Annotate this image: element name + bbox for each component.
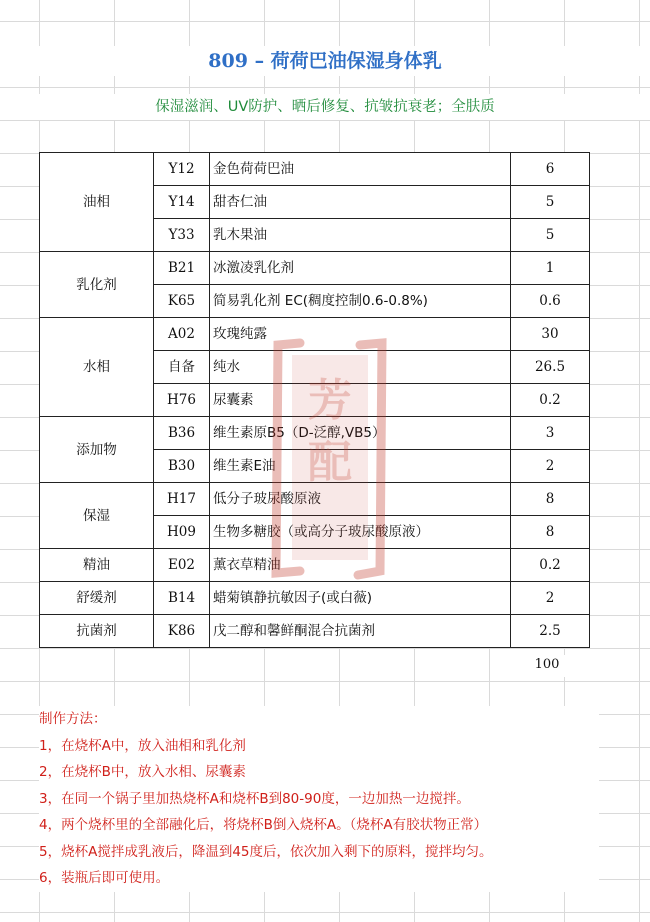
ingredient-name-cell: 甜杏仁油 (210, 186, 511, 219)
category-cell: 抗菌剂 (40, 615, 154, 648)
ingredient-name-cell: 简易乳化剂 EC(稠度控制0.6-0.8%) (210, 285, 511, 318)
ingredient-name-cell: 纯水 (210, 351, 511, 384)
quantity-cell: 26.5 (511, 351, 590, 384)
method-step: 4，两个烧杯里的全部融化后，将烧杯B倒入烧杯A。（烧杯A有胶状物正常） (39, 817, 488, 833)
method-step: 1，在烧杯A中，放入油相和乳化剂 (39, 737, 246, 754)
quantity-cell: 8 (511, 483, 590, 516)
code-cell: B36 (154, 417, 210, 450)
ingredient-name-cell: 戊二醇和馨鲜酮混合抗菌剂 (210, 615, 511, 648)
code-cell: 自备 (154, 351, 210, 384)
quantity-cell: 5 (511, 186, 590, 219)
ingredient-name-cell: 尿囊素 (210, 384, 511, 417)
category-cell: 精油 (40, 549, 154, 582)
ingredient-row (40, 549, 590, 582)
ingredient-name-cell: 生物多糖胶（或高分子玻尿酸原液） (210, 516, 511, 549)
total-quantity: 100 (512, 655, 582, 677)
category-cell: 油相 (40, 153, 154, 252)
code-cell: E02 (154, 549, 210, 582)
code-cell: Y12 (154, 153, 210, 186)
method-heading: 制作方法： (39, 711, 107, 727)
code-cell: H76 (154, 384, 210, 417)
quantity-cell: 2.5 (511, 615, 590, 648)
quantity-cell: 2 (511, 450, 590, 483)
code-cell: H09 (154, 516, 210, 549)
code-cell: B14 (154, 582, 210, 615)
ingredient-row (40, 318, 590, 351)
quantity-cell: 5 (511, 219, 590, 252)
ingredient-name-cell: 金色荷荷巴油 (210, 153, 511, 186)
ingredient-name-cell: 玫瑰纯露 (210, 318, 511, 351)
ingredient-name-cell: 维生素E油 (210, 450, 511, 483)
method-section (39, 706, 599, 892)
quantity-cell: 0.6 (511, 285, 590, 318)
ingredient-name-cell: 乳木果油 (210, 219, 511, 252)
ingredient-row (40, 417, 590, 450)
category-cell: 添加物 (40, 417, 154, 483)
code-cell: A02 (154, 318, 210, 351)
method-step: 5，烧杯A搅拌成乳液后，降温到45度后，依次加入剩下的原料，搅拌均匀。 (39, 843, 493, 860)
category-cell: 乳化剂 (40, 252, 154, 318)
recipe-subtitle: 保湿滋润、UV防护、晒后修复、抗皱抗衰老；全肤质 (0, 94, 650, 120)
method-step: 3，在同一个锅子里加热烧杯A和烧杯B到80-90度，一边加热一边搅拌。 (39, 790, 470, 807)
code-cell: B30 (154, 450, 210, 483)
ingredient-name-cell: 薰衣草精油 (210, 549, 511, 582)
code-cell: B21 (154, 252, 210, 285)
quantity-cell: 30 (511, 318, 590, 351)
code-cell: H17 (154, 483, 210, 516)
code-cell: Y14 (154, 186, 210, 219)
method-step: 6，装瓶后即可使用。 (39, 870, 170, 886)
category-cell: 保湿 (40, 483, 154, 549)
quantity-cell: 6 (511, 153, 590, 186)
ingredient-row (40, 582, 590, 615)
code-cell: Y33 (154, 219, 210, 252)
ingredient-name-cell: 冰激凌乳化剂 (210, 252, 511, 285)
quantity-cell: 8 (511, 516, 590, 549)
code-cell: K86 (154, 615, 210, 648)
code-cell: K65 (154, 285, 210, 318)
ingredient-row (40, 615, 590, 648)
watermark-text: 芳配 (308, 375, 352, 488)
category-cell: 舒缓剂 (40, 582, 154, 615)
ingredients-table (39, 152, 590, 648)
quantity-cell: 0.2 (511, 549, 590, 582)
ingredient-name-cell: 低分子玻尿酸原液 (210, 483, 511, 516)
quantity-cell: 3 (511, 417, 590, 450)
ingredient-row (40, 483, 590, 516)
ingredient-name-cell: 蜡菊镇静抗敏因子(或白薇) (210, 582, 511, 615)
method-step: 2，在烧杯B中，放入水相、尿囊素 (39, 764, 246, 780)
recipe-title: 809 – 荷荷巴油保湿身体乳 (0, 46, 650, 76)
category-cell: 水相 (40, 318, 154, 417)
ingredient-row (40, 153, 590, 186)
quantity-cell: 2 (511, 582, 590, 615)
ingredient-name-cell: 维生素原B5（D-泛醇,VB5） (210, 417, 511, 450)
quantity-cell: 0.2 (511, 384, 590, 417)
quantity-cell: 1 (511, 252, 590, 285)
ingredient-row (40, 252, 590, 285)
